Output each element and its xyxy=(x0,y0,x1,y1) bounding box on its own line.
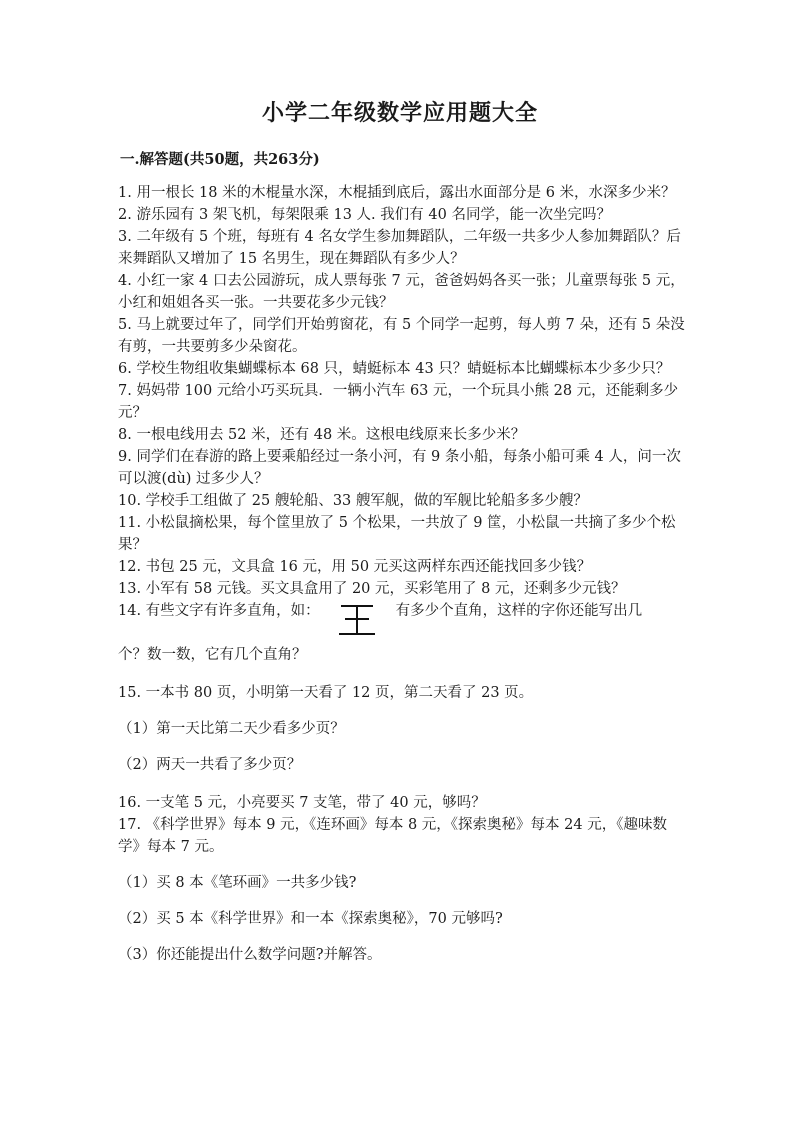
question-6: 6. 学校生物组收集蝴蝶标本 68 只，蜻蜓标本 43 只？蜻蜓标本比蝴蝶标本少多少只？ xyxy=(118,361,671,377)
question-17-part-3: （3）你还能提出什么数学问题?并解答。 xyxy=(118,947,382,963)
wang-character-icon xyxy=(338,602,376,638)
question-4: 4. 小红一家 4 口去公园游玩，成人票每张 7 元，爸爸妈妈各买一张；儿童票每张 5 元，小红和姐姐各买一张。一共要花多少元钱？ xyxy=(118,273,685,311)
question-10: 10. 学校手工组做了 25 艘轮船、33 艘军舰，做的军舰比轮船多多少艘？ xyxy=(118,493,588,509)
question-17: 17. 《科学世界》每本 9 元，《连环画》每本 8 元，《探索奥秘》每本 24 元，《趣味数学》每本 7 元。 xyxy=(118,817,667,855)
question-1: 1. 用一根长 18 米的木棍量水深，木棍插到底后，露出水面部分是 6 米，水深多少米？ xyxy=(118,185,676,201)
page-title: 小学二年级数学应用题大全 xyxy=(261,100,538,126)
question-14-text-a: 14. 有些文字有许多直角，如： xyxy=(118,603,320,619)
question-3: 3. 二年级有 5 个班，每班有 4 名女学生参加舞蹈队，二年级一共多少人参加舞蹈队？后来舞蹈队又增加了 15 名男生，现在舞蹈队有多少人？ xyxy=(118,229,681,267)
question-15-part-2: （2）两天一共看了多少页？ xyxy=(118,757,302,773)
question-17-part-1: （1）买 8 本《笔环画》一共多少钱? xyxy=(118,875,357,891)
question-9: 9. 同学们在春游的路上要乘船经过一条小河，有 9 条小船，每条小船可乘 4 人，问一次可以渡(dù) 过多少人？ xyxy=(118,449,681,487)
question-15-part-1: （1）第一天比第二天少看多少页？ xyxy=(118,721,345,737)
question-2: 2. 游乐园有 3 架飞机，每架限乘 13 人. 我们有 40 名同学，能一次坐完吗？ xyxy=(118,207,611,223)
question-5: 5. 马上就要过年了，同学们开始剪窗花，有 5 个同学一起剪，每人剪 7 朵，还有 5 朵没有剪，一共要剪多少朵窗花。 xyxy=(118,317,685,355)
question-12: 12. 书包 25 元，文具盒 16 元，用 50 元买这两样东西还能找回多少钱？ xyxy=(118,559,592,575)
question-14-line-1 xyxy=(118,600,686,644)
question-15: 15. 一本书 80 页，小明第一天看了 12 页，第二天看了 23 页。 xyxy=(118,685,534,701)
question-16: 16. 一支笔 5 元，小亮要买 7 支笔，带了 40 元，够吗？ xyxy=(118,795,486,811)
question-14 xyxy=(118,600,686,666)
question-list xyxy=(118,182,686,966)
question-11: 11. 小松鼠摘松果，每个筐里放了 5 个松果，一共放了 9 筐，小松鼠一共摘了多少个松果？ xyxy=(118,515,676,553)
question-14-text-b: 有多少个直角，这样的字你还能写出几 xyxy=(395,603,643,619)
question-14-text-c: 个？数一数，它有几个直角？ xyxy=(118,647,307,663)
question-13: 13. 小军有 58 元钱。买文具盒用了 20 元，买彩笔用了 8 元，还剩多少元钱？ xyxy=(118,581,626,597)
question-8: 8. 一根电线用去 52 米，还有 48 米。这根电线原来长多少米？ xyxy=(118,427,526,443)
question-7: 7. 妈妈带 100 元给小巧买玩具．一辆小汽车 63 元，一个玩具小熊 28 元，还能剩多少元？ xyxy=(118,383,679,421)
question-17-part-2: （2）买 5 本《科学世界》和一本《探索奥秘》，70 元够吗? xyxy=(118,911,503,927)
section-heading: 一.解答题(共50题，共263分) xyxy=(120,151,320,168)
